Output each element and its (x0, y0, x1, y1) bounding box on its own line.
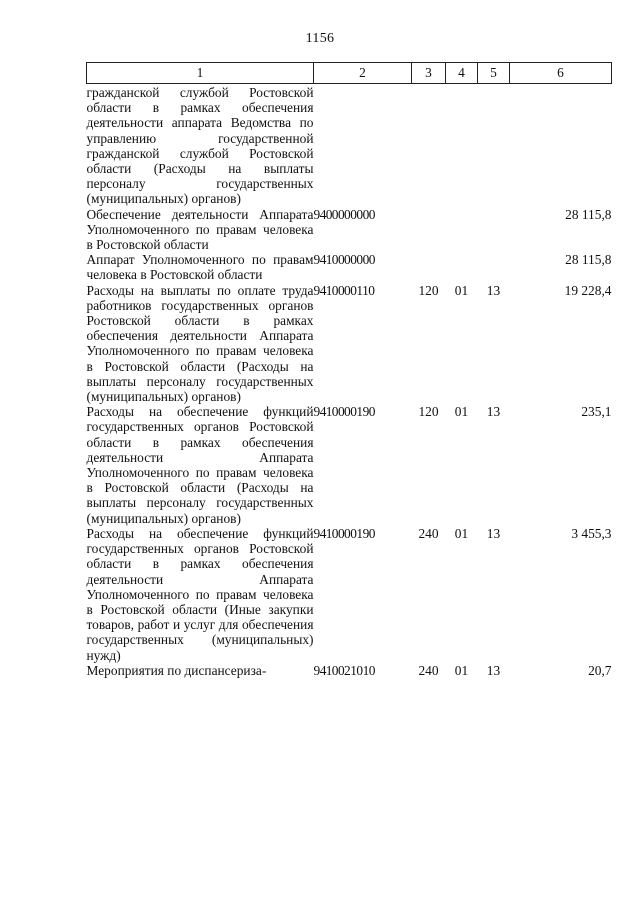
row-expense-type: 120 (418, 282, 439, 298)
column-header: 1 (87, 63, 314, 84)
row-subsection (478, 84, 510, 207)
row-code: 94 0 00 00000 (313, 206, 375, 222)
row-expense-type (412, 252, 446, 282)
row-section: 01 (454, 282, 469, 298)
row-section: 01 (454, 404, 469, 420)
row-code: 94 1 00 21010 (313, 662, 375, 678)
row-amount: 235,1 (581, 404, 612, 420)
row-subsection: 13 (486, 282, 501, 298)
row-code: 94 1 00 00190 (313, 525, 375, 541)
row-amount: 28 115,8 (565, 206, 612, 222)
table-row (87, 526, 612, 663)
row-name: Расходы на обеспечение функций государственных органов Ростовской области в рамках обеспечения деятельности Аппарата Уполномоченного по правам человека в Ростовской области (Расходы на выплаты персоналу государственных (муниципальных) органов) (86, 404, 314, 526)
row-section (446, 84, 478, 207)
table-header-row (87, 63, 612, 84)
row-code: 94 1 00 00110 (313, 282, 375, 298)
row-subsection: 13 (486, 662, 501, 678)
row-expense-type: 120 (418, 404, 439, 420)
row-expense-type (412, 207, 446, 253)
column-header: 4 (446, 63, 478, 84)
row-name: гражданской службой Ростовской области в рамках обеспечения деятельности аппарата Ведомства по управлению государственной гражданской службой Ростовской области (Расходы на выплаты персоналу государственных (муниципальных) органов) (86, 85, 314, 207)
table-row (87, 207, 612, 253)
row-amount: 20,7 (588, 662, 612, 678)
row-expense-type: 240 (418, 662, 439, 678)
table-row (87, 663, 612, 678)
row-code: 94 1 00 00000 (313, 252, 375, 268)
table-row (87, 404, 612, 526)
row-amount: 28 115,8 (565, 252, 612, 268)
row-amount: 3 455,3 (571, 525, 612, 541)
row-code: 94 1 00 00190 (313, 404, 375, 420)
row-section (446, 207, 478, 253)
column-header: 5 (478, 63, 510, 84)
row-code (314, 84, 412, 207)
row-section (446, 252, 478, 282)
row-subsection: 13 (486, 525, 501, 541)
row-amount (510, 84, 612, 207)
table-row (87, 84, 612, 207)
column-header: 2 (314, 63, 412, 84)
row-subsection (478, 252, 510, 282)
row-name: Мероприятия по диспансериза- (86, 662, 267, 678)
row-name: Аппарат Уполномоченного по правам человека в Ростовской области (86, 252, 314, 283)
row-name: Расходы на обеспечение функций государственных органов Ростовской области в рамках обеспечения деятельности Аппарата Уполномоченного по правам человека в Ростовской области (Иные закупки товаров, работ и услуг для обеспечения государственных (муниципальных) нужд) (86, 525, 314, 663)
row-expense-type: 240 (418, 525, 439, 541)
row-expense-type (412, 84, 446, 207)
row-section: 01 (454, 662, 469, 678)
table-row (87, 252, 612, 282)
page-number: 1156 (305, 31, 335, 46)
budget-table (86, 62, 612, 678)
row-subsection (478, 207, 510, 253)
column-header: 6 (510, 63, 612, 84)
column-header: 3 (412, 63, 446, 84)
row-name: Обеспечение деятельности Аппарата Уполномоченного по правам человека в Ростовской области (86, 206, 314, 253)
row-amount: 19 228,4 (564, 282, 612, 298)
row-subsection: 13 (486, 404, 501, 420)
table-row (87, 283, 612, 405)
row-section: 01 (454, 525, 469, 541)
row-name: Расходы на выплаты по оплате труда работников государственных органов Ростовской области в рамках обеспечения деятельности Аппарата Уполномоченного по правам человека в Ростовской области (Расходы на выплаты персоналу государственных (муниципальных) органов) (86, 282, 314, 405)
